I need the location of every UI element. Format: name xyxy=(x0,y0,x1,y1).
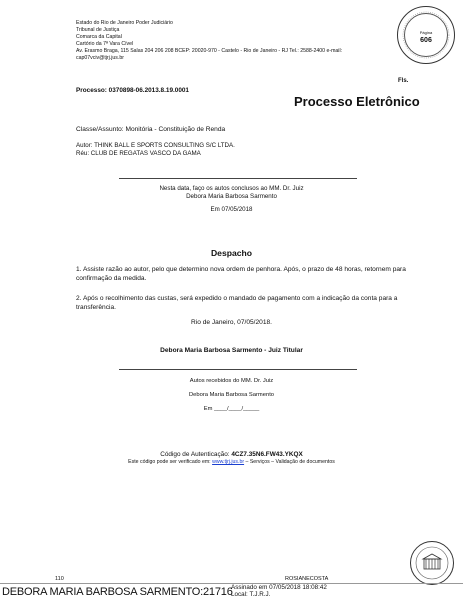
fls-label: Fls. xyxy=(398,78,409,84)
verification-link[interactable]: www.tjrj.jus.br xyxy=(212,459,245,465)
separator-line xyxy=(119,178,357,179)
header-line: Av. Erasmo Braga, 115 Salas 204 206 208 BCEP: 20020-970 - Castelo - Rio de Janeiro - RJ Tel.: 2588-2400 e-mail: xyxy=(76,48,343,54)
despacho-heading: Despacho xyxy=(210,248,253,258)
emblem-icon xyxy=(411,542,453,584)
header-line: Tribunal de Justiça xyxy=(76,27,120,33)
process-number: Processo: 0370898-06.2013.8.19.0001 xyxy=(76,87,189,94)
court-emblem-stamp xyxy=(410,541,454,585)
paragraph-1: 1. Assiste razão ao autor, pelo que determino nova ordem de penhora. Após, o prazo de 48 horas, retornem para confirmação da medida. xyxy=(76,266,406,282)
authentication-code xyxy=(60,451,403,458)
parties xyxy=(76,142,235,158)
court-header xyxy=(76,20,342,62)
place-date: Rio de Janeiro, 07/05/2018. xyxy=(190,319,272,326)
received-line: Autos recebidos do MM. Dr. Juiz xyxy=(189,378,274,384)
judge-signature-line: Debora Maria Barbosa Sarmento - Juiz Titular xyxy=(160,347,303,354)
footer-user: ROSIANECOSTA xyxy=(285,576,329,582)
authentication-note xyxy=(60,459,403,465)
seal-inner-circle xyxy=(404,13,448,57)
seal-page-label: Página xyxy=(419,30,433,35)
received-judge: Debora Maria Barbosa Sarmento xyxy=(188,392,275,398)
auth-note-suffix: – Serviços – Validação de documentos xyxy=(244,459,335,465)
signed-at: Assinado em 07/05/2018 18:08:42 xyxy=(231,584,327,591)
auth-note-prefix: Este código pode ser verificado em: xyxy=(128,459,213,465)
page-number-seal xyxy=(397,6,455,64)
conclusion-date: Em 07/05/2018 xyxy=(210,205,253,213)
seal-page-number: 606 xyxy=(420,37,432,44)
received-block xyxy=(100,378,363,413)
digital-signature-info xyxy=(231,585,327,599)
digital-signer-name: DEBORA MARIA BARBOSA SARMENTO:21716 xyxy=(2,586,233,598)
header-line: Comarca da Capital xyxy=(76,34,122,40)
classe-assunto: Classe/Assunto: Monitória - Constituição de Renda xyxy=(76,126,226,133)
conclusion-block xyxy=(100,185,363,214)
header-line: cap07vciv@tjrj.jus.br xyxy=(76,55,124,61)
signed-local: Local: T.J.R.J. xyxy=(231,590,271,598)
paragraph-2: 2. Após o recolhimento das custas, será expedido o mandado de pagamento com a indicação da conta para a transferência. xyxy=(76,295,398,311)
header-line: Cartório da 7ª Vara Cível xyxy=(76,41,134,47)
conclusion-judge: Debora Maria Barbosa Sarmento xyxy=(186,193,277,201)
autor-line: Autor: THINK BALL E SPORTS CONSULTING S/C LTDA. xyxy=(76,142,235,149)
header-line: Estado do Rio de Janeiro Poder Judiciário xyxy=(76,20,173,26)
document-title: Processo Eletrônico xyxy=(294,94,420,109)
conclusion-line: Nesta data, faço os autos conclusos ao MM. Dr. Juiz xyxy=(159,185,304,192)
separator-line xyxy=(119,369,357,370)
received-date: Em ____/____/_____ xyxy=(203,406,260,412)
footer-number: 110 xyxy=(55,576,64,582)
auth-code: 4CZ7.35N6.FW43.YKQX xyxy=(231,451,303,458)
reu-line: Réu: CLUB DE REGATAS VASCO DA GAMA xyxy=(76,150,201,157)
auth-label: Código de Autenticação: xyxy=(160,451,232,458)
